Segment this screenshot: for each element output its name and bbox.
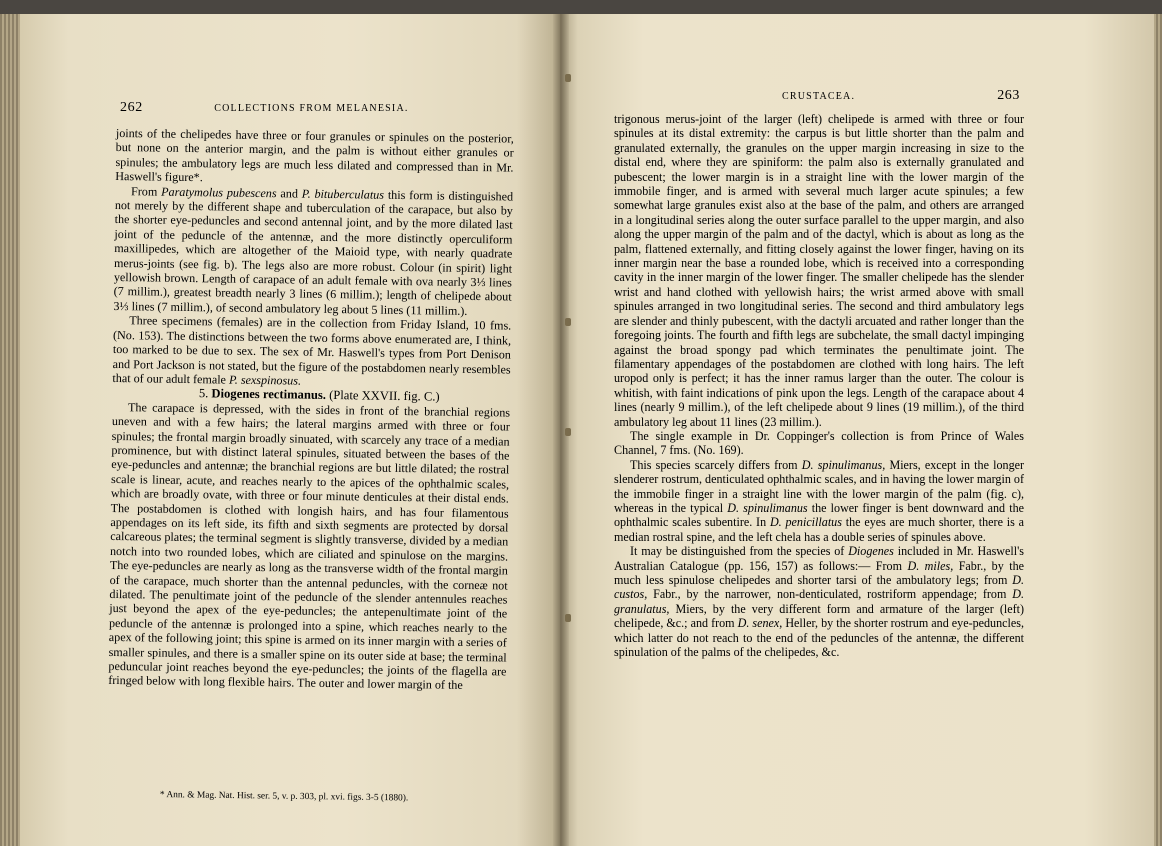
text-run: Fabr., by the much less spinulose chelipedes and shorter tarsi of the ambulatory legs; from [614, 558, 1024, 587]
paragraph [614, 458, 1024, 544]
text-run: this form is distinguished not merely by the different shape and tuberculation of the carapace, but also by the shorter eye-peduncles and second antennal joint, and by the more dilated last joint of the peduncle of the antennæ, and the more distinctly operculiform maxillipedes, which are altogether of the Maioid type, with nearly quadrate merus-joints (see fig. b). The legs also are more robust. Colour (in spirit) light yellowish brown. Length of carapace of an adult female with ova nearly 3⅓ lines (7 millim.), greatest breadth nearly 3 lines (6 millim.); length of chelipede about 3⅓ lines (7 millim.), of second ambulatory leg about 5 lines (11 millim.). [113, 187, 514, 318]
left-running-head [120, 100, 510, 116]
binding-thread-mark [565, 614, 571, 622]
page-number: 263 [997, 88, 1020, 103]
paragraph: joints of the chelipedes have three or four granules or spinules on the posterior, but none on the anterior margin, and the palm is without either granules or spinules; the ambulatory legs are much less dilated and compressed than in Mr. Haswell's figure*. [115, 126, 514, 185]
paragraph: The carapace is depressed, with the sides in front of the branchial regions uneven and with a few hairs; the lateral margins armed with three or four spinules; the frontal margin broadly sinuated, with scarcely any trace of a median prominence, but with distinct lateral spinules, situated between the bases of the eye-peduncles and antennæ; the branchial regions are but little dilated; the rostral scale is linear, acute, and reaches nearly to the apices of the ophthalmic scales, which are broadly ovate, with three or four minute denticules at their distal ends. The postabdomen is clothed with longish hairs, and has four filamentous appendages on its left side, its fifth and sixth segments are protected by dorsal calcareous plates; the terminal segment is slightly transverse, divided by a median notch into two rounded lobes, which are ciliated and spinulose on the margins. The eye-peduncles are nearly as long as the transverse width of the frontal margin of the carapace, much shorter than the antennal peduncles, with the corneæ not dilated. The penultimate joint of the peduncle of the slender antennules reaches just beyond the apex of the eye-peduncles; the antepenultimate joint of the peduncle of the antennæ is prolonged into a spine, which reaches nearly to the apex of the following joint; this spine is armed on its inner margin with a series of smaller spinules, and there is a smaller spine on its outer side at base; the terminal peduncular joint reaches beyond the eye-peduncles; the joints of the flagella are fringed below with long flexible hairs. The outer and lower margin of the [108, 399, 511, 693]
text-run: This species scarcely differs from [630, 457, 798, 472]
right-running-head [610, 88, 1020, 104]
species-name: D. granulatus, [614, 587, 1024, 616]
text-run: the eyes are much shorter, there is a median rostral spine, and the left chela has a double series of spinules above. [614, 515, 1024, 544]
text-run: Three specimens (females) are in the collection from Friday Island, 10 fms. (No. 153). The distinctions between the two forms above enumerated are, I think, too marked to be due to sex. The sex of Mr. Haswell's types from Port Denison and Port Jackson is not stated, but the figure of the postabdomen nearly resembles that of our adult female [112, 313, 512, 387]
binding-thread-mark [565, 428, 571, 436]
paragraph [113, 184, 513, 319]
left-body-text [108, 126, 514, 693]
running-title: CRUSTACEA. [782, 91, 856, 102]
right-page-edges [1154, 14, 1162, 846]
binding-thread-mark [565, 74, 571, 82]
species-name: Paratymolus pubescens [161, 184, 277, 200]
paragraph [614, 544, 1024, 659]
text-run: included in Mr. Haswell's Australian Catalogue (pp. 156, 157) as follows:— From [614, 544, 1024, 573]
species-name: P. bituberculatus [301, 186, 385, 202]
text-run: It may be distinguished from the species of [630, 544, 845, 559]
species-name: D. penicillatus [769, 515, 842, 530]
text-run: Fabr., by the narrower, non-denticulated, rostriform appendage; from [653, 587, 1007, 602]
species-name: D. miles, [907, 558, 954, 573]
text-run: Miers, except in the longer slenderer rostrum, denticulated ophthalmic scales, and in having the lower margin of the immobile finger in a straight line with the lower margin of the palm (fig. c), whereas in the typical [614, 457, 1025, 515]
paragraph: The single example in Dr. Coppinger's collection is from Prince of Wales Channel, 7 fms. (No. 169). [614, 428, 1024, 458]
species-name: D. custos, [614, 573, 1024, 602]
section-title: Diogenes rectimanus. [211, 386, 327, 403]
species-name: D. spinulimanus [727, 500, 808, 515]
text-run: Heller, by the shorter rostrum and eye-peduncles, which latter do not reach to the end of the peduncles of the antennæ, the different spinulation of the palms of the chelipedes, &c. [614, 616, 1024, 660]
running-title: COLLECTIONS FROM MELANESIA. [214, 103, 409, 114]
genus-name: Diogenes [848, 544, 894, 559]
plate-reference: (Plate XXVII. fig. C.) [329, 388, 440, 404]
section-number: 5. [198, 386, 209, 401]
text-run: and [280, 185, 299, 201]
species-name: D. senex, [737, 616, 783, 631]
left-page-edges [0, 14, 22, 846]
species-name: P. sexspinosus. [228, 372, 302, 388]
paragraph [112, 313, 511, 391]
page-number: 262 [120, 100, 143, 115]
footnote: * Ann. & Mag. Nat. Hist. ser. 5, v. p. 303, pl. xvi. figs. 3-5 (1880). [159, 790, 409, 804]
right-body-text [614, 112, 1024, 659]
text-run: From [130, 183, 158, 199]
species-name: D. spinulimanus, [801, 457, 886, 472]
text-run: Miers, by the very different form and armature of the larger (left) chelipede, &c.; and from [614, 601, 1024, 631]
paragraph: trigonous merus-joint of the larger (left) chelipede is armed with three or four spinules at its distal extremity: the carpus is but little shorter than the palm and granulated externally, the granules on the upper margin increasing in size to the distal end, where they are spiniform: the palm also is externally granulated and pubescent; the lower margin is in a straight line with the lower margin of the immobile finger, and is armed with several much larger acute spinules; a few somewhat large granules exist also at the base of the palm, and others are arranged in a longitudinal series along the outer surface parallel to the upper margin, and also along the upper margin of the palm and of the dactyl, which is about as long as the palm, flattened externally, and fitting closely against the lower finger, having on its inner margin near the base a rounded lobe, which is received into a corresponding cavity in the inner margin of the lower finger. The smaller chelipede has the slender wrist and hand clothed with yellowish hairs; the wrist armed above with small spinules arranged in two longitudinal series. The second and third ambulatory legs are slender and thinly pubescent, with the dactyli arcuated and rather longer than the foregoing joints. The fourth and fifth legs are subchelate, the small dactyl impinging against the broad spongy pad which terminates the penultimate joint. The filamentary appendages of the postabdomen are clothed with long hairs. The left uropod only is perfect; it has the inner ramus larger than the outer. The colour is whitish, with faint indications of pink upon the legs. Length of the carapace about 4 lines (nearly 9 millim.), of the left chelipede about 9 lines (19 millim.), of the third ambulatory leg about 11 lines (23 millim.). [614, 112, 1024, 429]
binding-thread-mark [565, 318, 571, 326]
text-run: the lower finger is bent downward and the ophthalmic scales subentire. In [614, 500, 1025, 530]
